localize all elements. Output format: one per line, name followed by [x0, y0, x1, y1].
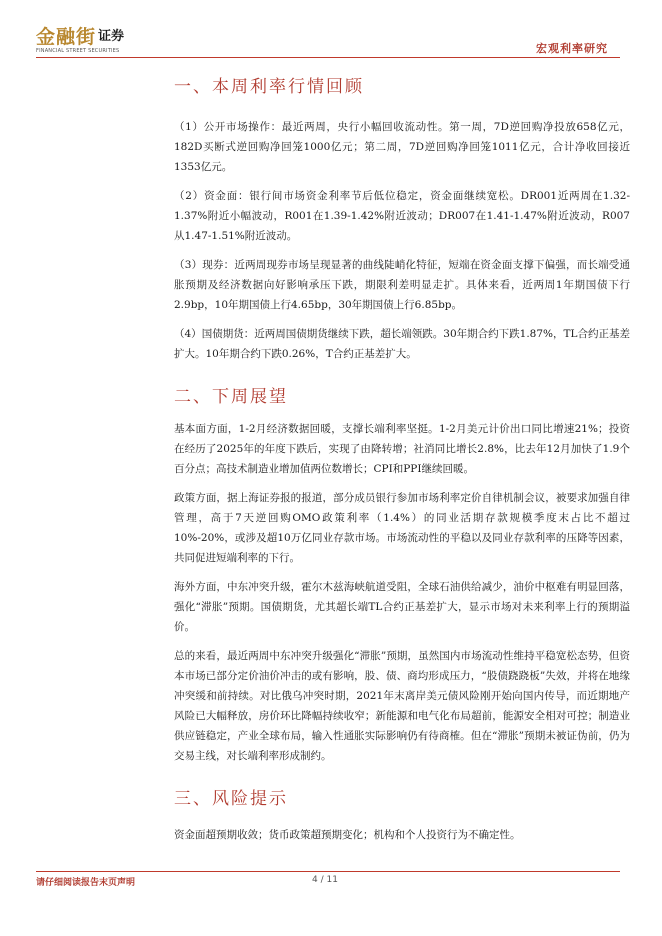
- logo-securities: 证券: [98, 29, 125, 44]
- report-category: 宏观利率研究: [536, 42, 608, 55]
- page-number: 4 / 11: [312, 875, 338, 885]
- footer-disclaimer: 请仔细阅读报告末页声明: [36, 878, 136, 888]
- header-divider: [36, 57, 620, 58]
- logo-name: 金融街: [36, 26, 97, 48]
- paragraph-policy: 政策方面，据上海证券报的报道，部分成员银行参加市场利率定价自律机制会议，被要求加强自律管理，高于7天逆回购OMO政策利率（1.4%）的同业活期存款规模季度末占比不超过10%-20%，或涉及超10万亿同业存款市场。市场流动性的平稳以及同业存款利率的压降等因素，共同促进短端利率的下行。: [174, 492, 630, 564]
- section-title-risk: 三、风险提示: [174, 789, 288, 809]
- paragraph-risk: 资金面超预期收敛；货币政策超预期变化；机构和个人投资行为不确定性。: [174, 829, 521, 841]
- paragraph-bond-futures: （4）国债期货：近两周国债期货继续下跌，超长端领跌。30年期合约下跌1.87%，TL合约正基差扩大。10年期合约下跌0.26%，T合约正基差扩大。: [174, 328, 630, 360]
- paragraph-fundamentals: 基本面方面，1-2月经济数据回暖，支撑长端利率坚挺。1-2月美元计价出口同比增速21%；投资在经历了2025年的年度下跌后，实现了由降转增；社消同比增长2.8%，比去年12月加快了1.9个百分点；高技术制造业增加值两位数增长；CPI和PPI继续回暖。: [174, 423, 630, 475]
- paragraph-money-market: （2）资金面：银行间市场资金利率节后低位稳定，资金面继续宽松。DR001近两周在1.32-1.37%附近小幅波动，R001在1.39-1.42%附近波动；DR007在1.41-1.47%附近波动，R007从1.47-1.51%附近波动。: [174, 190, 630, 242]
- report-body: [174, 70, 630, 845]
- section-title-review: 一、本周利率行情回顾: [174, 77, 364, 97]
- paragraph-cash-bonds: （3）现券：近两周现券市场呈现显著的曲线陡峭化特征，短端在资金面支撑下偏强，而长端受通胀预期及经济数据向好影响承压下跌，期限利差明显走扩。具体来看，近两周1年期国债下行2.9bp，10年期国债上行4.65bp，30年期国债上行6.85bp。: [174, 259, 630, 311]
- paragraph-open-market: （1）公开市场操作：最近两周，央行小幅回收流动性。第一周，7D逆回购净投放658亿元，182D买断式逆回购净回笼1000亿元；第二周，7D逆回购净回笼1011亿元，合计净收回接近1353亿元。: [174, 121, 630, 173]
- page-header: [0, 0, 662, 62]
- paragraph-overseas: 海外方面，中东冲突升级，霍尔木兹海峡航道受阻，全球石油供给减少，油价中枢难有明显回落，强化“滞胀”预期。国债期货，尤其超长端TL合约正基差扩大，显示市场对未来利率上行的预期溢价。: [174, 581, 630, 633]
- section-title-outlook: 二、下周展望: [174, 387, 288, 407]
- paragraph-summary: 总的来看，最近两周中东冲突升级强化“滞胀”预期，虽然国内市场流动性维持平稳宽松态势，但资本市场已部分定价油价冲击的或有影响，股、债、商均形成压力，“股债跷跷板”失效，并将在地缘冲突缓和前持续。对比俄乌冲突时期，2021年末离岸美元债风险刚开始向国内传导，而近期地产风险已大幅释放，房价环比降幅持续收窄；新能源和电气化布局超前，能源安全相对可控；制造业供应链稳定，产业全球布局，输入性通胀实际影响仍有待商榷。但在“滞胀”预期未被证伪前，仍为交易主线，对长端利率形成制约。: [174, 650, 630, 762]
- company-logo: [36, 27, 124, 47]
- logo-english-name: FINANCIAL STREET SECURITIES: [36, 48, 120, 54]
- footer-divider: [36, 871, 620, 872]
